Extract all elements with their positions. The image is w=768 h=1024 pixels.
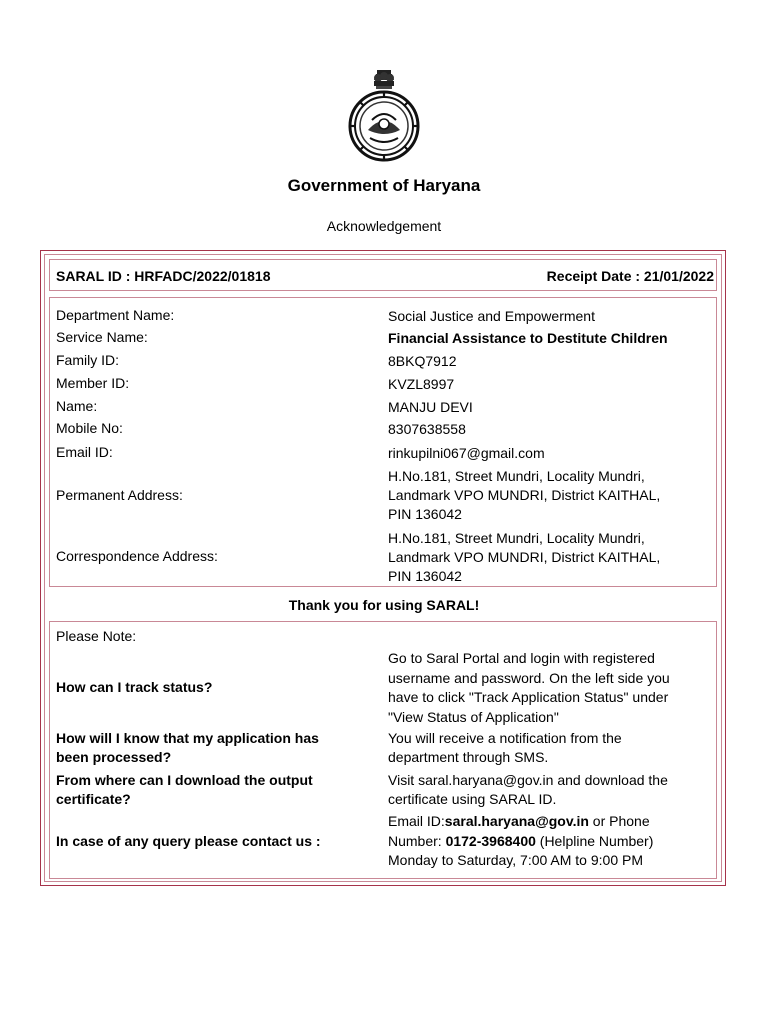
- detail-value: rinkupilni067@gmail.com: [388, 445, 545, 461]
- detail-label: Service Name:: [56, 329, 148, 345]
- note-question: How can I track status?: [56, 679, 213, 695]
- thank-you-message: Thank you for using SARAL!: [288, 597, 480, 613]
- note-question-line: been processed?: [56, 749, 172, 765]
- haryana-emblem-icon: [344, 68, 424, 166]
- notes-heading: Please Note:: [56, 628, 137, 644]
- note-question-line: From where can I download the output: [56, 772, 313, 788]
- note-answer-line: have to click "Track Application Status" under: [388, 689, 669, 705]
- detail-label: Permanent Address:: [56, 487, 183, 503]
- detail-value: 8BKQ7912: [388, 353, 457, 369]
- detail-label: Email ID:: [56, 444, 113, 460]
- detail-value: 8307638558: [388, 421, 466, 437]
- note-answer-line: "View Status of Application": [388, 708, 559, 725]
- acknowledgement-frame: [40, 250, 726, 886]
- phone-suffix: (Helpline Number): [535, 832, 654, 849]
- detail-value-line: Landmark VPO MUNDRI, District KAITHAL,: [388, 487, 661, 503]
- notes-section: [49, 621, 717, 879]
- email-prefix: Email ID:: [388, 813, 445, 829]
- detail-label: Member ID:: [56, 375, 130, 391]
- detail-value-line: PIN 136042: [388, 506, 462, 522]
- detail-value: MANJU DEVI: [388, 399, 473, 415]
- note-answer-line: You will receive a notification from the: [388, 730, 622, 746]
- helpline-phone[interactable]: 0172-3968400: [445, 832, 536, 849]
- detail-value-line: H.No.181, Street Mundri, Locality Mundri,: [388, 530, 645, 546]
- detail-value: Financial Assistance to Destitute Children: [388, 330, 668, 346]
- note-answer-line: Go to Saral Portal and login with registered: [388, 650, 655, 666]
- detail-value: Social Justice and Empowerment: [388, 308, 595, 324]
- page-title: Government of Haryana: [287, 176, 481, 195]
- detail-value: KVZL8997: [388, 376, 455, 392]
- note-answer-line: Visit saral.haryana@gov.in and download the: [388, 772, 668, 788]
- contact-hours: Monday to Saturday, 7:00 AM to 9:00 PM: [388, 852, 643, 868]
- note-question: In case of any query please contact us :: [56, 833, 321, 849]
- detail-label: Correspondence Address:: [56, 548, 218, 564]
- detail-value-line: Landmark VPO MUNDRI, District KAITHAL,: [388, 549, 661, 565]
- phone-label: Number:: [388, 832, 446, 849]
- detail-label: Department Name:: [56, 307, 175, 323]
- contact-email-line: [388, 812, 708, 832]
- saral-id: SARAL ID : HRFADC/2022/01818: [56, 268, 271, 284]
- detail-label: Mobile No:: [56, 420, 123, 436]
- note-question-line: How will I know that my application has: [56, 730, 319, 746]
- application-details: [49, 297, 717, 587]
- receipt-date: Receipt Date : 21/01/2022: [546, 268, 714, 284]
- detail-value-line: PIN 136042: [388, 568, 462, 584]
- note-answer-line: department through SMS.: [388, 749, 549, 765]
- phone-prefix: or Phone: [588, 813, 650, 829]
- detail-label: Family ID:: [56, 352, 119, 368]
- contact-phone-line: [388, 832, 708, 852]
- note-question-line: certificate?: [56, 791, 131, 807]
- note-answer-line: certificate using SARAL ID.: [388, 791, 557, 807]
- detail-value-line: H.No.181, Street Mundri, Locality Mundri,: [388, 468, 645, 484]
- page-subtitle: Acknowledgement: [326, 218, 442, 234]
- helpline-email[interactable]: saral.haryana@gov.in: [444, 813, 589, 829]
- receipt-header: [49, 259, 717, 291]
- detail-label: Name:: [56, 398, 98, 414]
- note-answer-line: username and password. On the left side you: [388, 669, 670, 686]
